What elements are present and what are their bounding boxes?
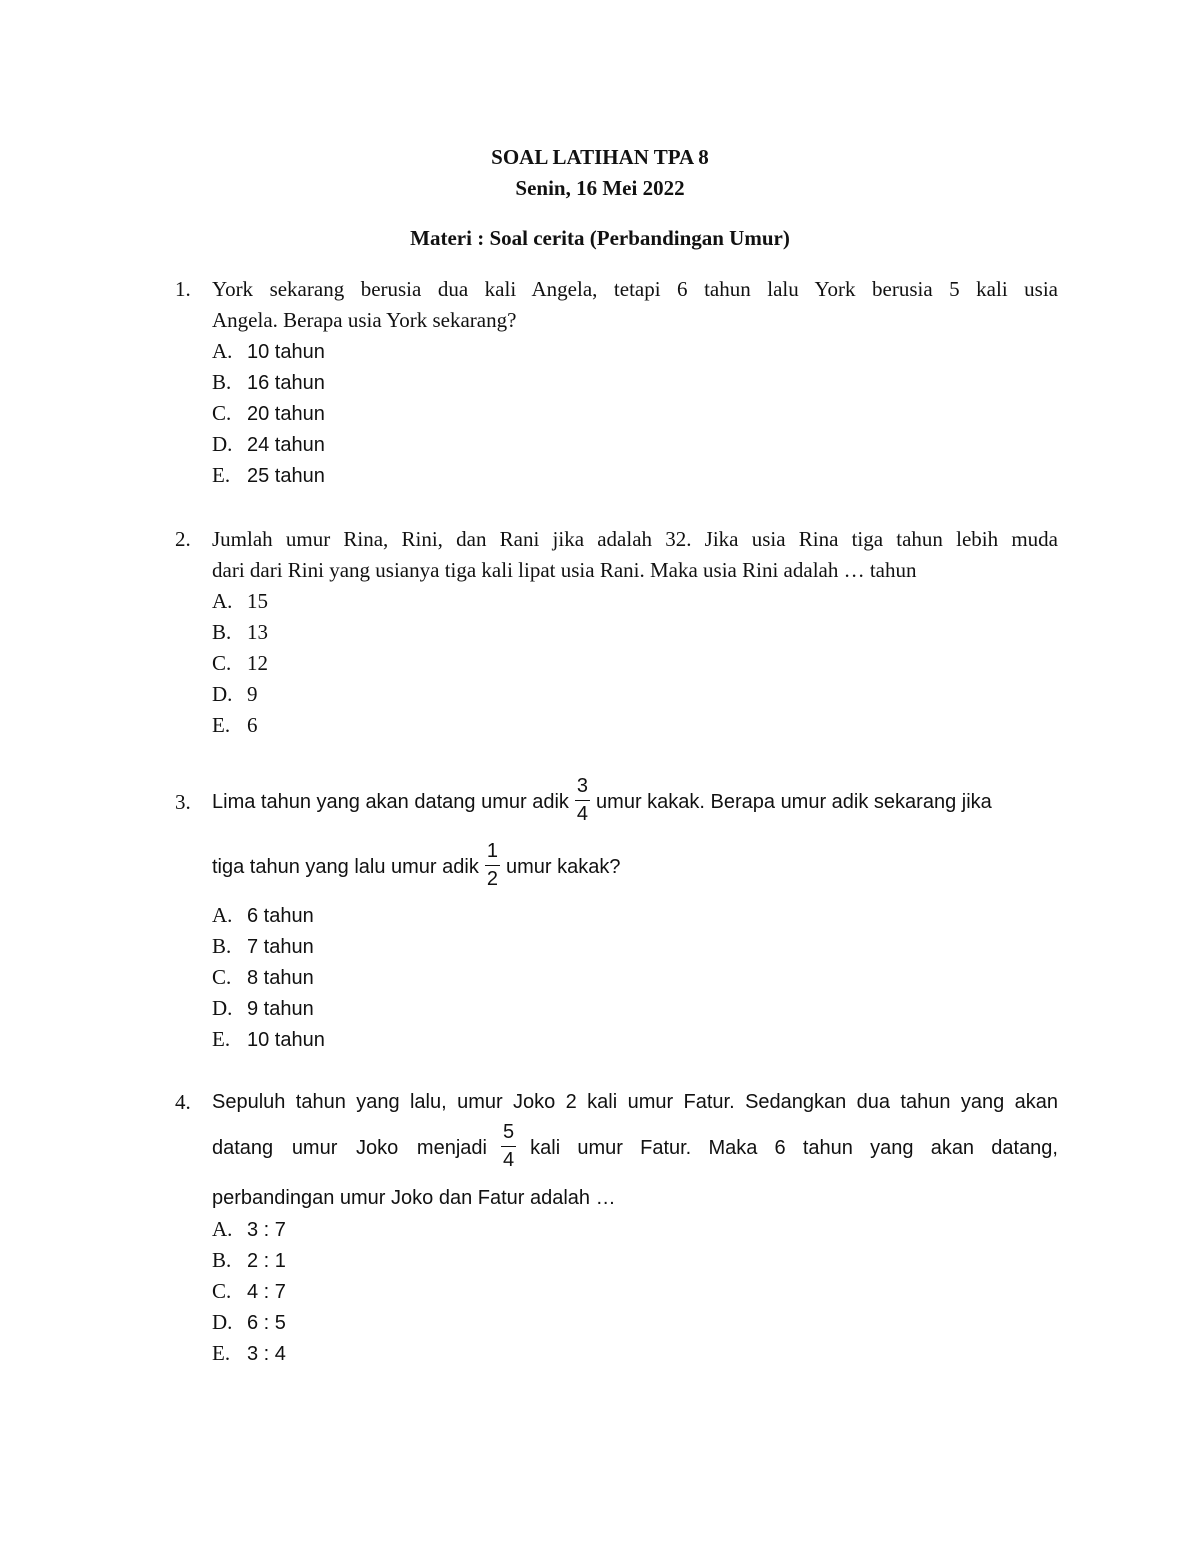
- option-text: 10 tahun: [247, 1029, 325, 1051]
- option-text: 9: [247, 682, 258, 706]
- option-letter: A.: [212, 589, 233, 613]
- option-letter: D.: [212, 1310, 233, 1334]
- fraction: [501, 1121, 516, 1172]
- question-number: 4.: [175, 1090, 191, 1114]
- option-letter: E.: [212, 1341, 231, 1365]
- option-text: 2 : 1: [247, 1250, 286, 1272]
- answer-option: [212, 591, 268, 612]
- option-text: 20 tahun: [247, 403, 325, 425]
- option-letter: C.: [212, 401, 232, 425]
- question-text: umur kakak. Berapa umur adik sekarang jika: [596, 790, 992, 813]
- fraction-denominator: 2: [486, 867, 498, 890]
- option-letter: B.: [212, 1248, 232, 1272]
- option-letter: E.: [212, 463, 231, 487]
- answer-option: [212, 465, 325, 486]
- question-text-line: perbandingan umur Joko dan Fatur adalah …: [212, 1187, 616, 1209]
- option-text: 13: [247, 620, 268, 644]
- answer-option: [212, 998, 314, 1019]
- answer-option: [212, 403, 325, 424]
- question-text: kali umur Fatur. Maka 6 tahun yang akan datang,: [530, 1137, 1058, 1159]
- answer-option: [212, 341, 325, 362]
- answer-option: [212, 905, 314, 926]
- answer-option: [212, 622, 268, 643]
- fraction-denominator: 4: [576, 802, 589, 825]
- answer-option: [212, 372, 325, 393]
- question-text-line: dari dari Rini yang usianya tiga kali lipat usia Rani. Maka usia Rini adalah … tahun: [212, 558, 917, 582]
- question-text-line: [212, 1120, 1058, 1176]
- option-text: 3 : 4: [247, 1343, 286, 1365]
- fraction-denominator: 4: [503, 1148, 515, 1171]
- option-letter: D.: [212, 996, 233, 1020]
- question-text: Lima tahun yang akan datang umur adik: [212, 790, 569, 813]
- option-text: 3 : 7: [247, 1219, 286, 1241]
- answer-option: [212, 967, 314, 988]
- option-text: 16 tahun: [247, 372, 325, 394]
- answer-option: [212, 1312, 286, 1333]
- option-letter: C.: [212, 651, 232, 675]
- document-date: Senin, 16 Mei 2022: [515, 176, 685, 200]
- option-text: 8 tahun: [247, 967, 314, 989]
- option-text: 24 tahun: [247, 434, 325, 456]
- option-text: 7 tahun: [247, 936, 314, 958]
- question-text-line: Angela. Berapa usia York sekarang?: [212, 308, 517, 332]
- fraction-numerator: 3: [575, 775, 590, 801]
- answer-option: [212, 684, 258, 705]
- option-letter: E.: [212, 713, 231, 737]
- answer-option: [212, 715, 258, 736]
- option-letter: D.: [212, 682, 233, 706]
- answer-option: [212, 1281, 286, 1302]
- option-text: 9 tahun: [247, 998, 314, 1020]
- answer-option: [212, 1029, 325, 1050]
- answer-option: [212, 434, 325, 455]
- document-title: SOAL LATIHAN TPA 8: [491, 145, 709, 169]
- question-text-line: [212, 774, 1058, 830]
- option-letter: B.: [212, 934, 232, 958]
- fraction-numerator: 1: [485, 840, 500, 866]
- option-letter: E.: [212, 1027, 231, 1051]
- option-text: 6 : 5: [247, 1312, 286, 1334]
- question-text-line: Jumlah umur Rina, Rini, dan Rani jika adalah 32. Jika usia Rina tiga tahun lebih muda: [212, 527, 1058, 551]
- option-letter: A.: [212, 1217, 233, 1241]
- option-text: 10 tahun: [247, 341, 325, 363]
- option-letter: D.: [212, 432, 233, 456]
- option-text: 12: [247, 651, 268, 675]
- fraction: [485, 840, 500, 891]
- question-text: tiga tahun yang lalu umur adik: [212, 855, 479, 878]
- option-letter: C.: [212, 1279, 232, 1303]
- question-number: 3.: [175, 790, 191, 814]
- question-number: 2.: [175, 527, 191, 551]
- materi-heading: Materi : Soal cerita (Perbandingan Umur): [410, 226, 790, 250]
- fraction: [575, 775, 590, 826]
- option-letter: B.: [212, 620, 232, 644]
- option-text: 15: [247, 589, 268, 613]
- question-text: datang umur Joko menjadi: [212, 1137, 487, 1159]
- option-letter: B.: [212, 370, 232, 394]
- answer-option: [212, 936, 314, 957]
- option-letter: A.: [212, 339, 233, 363]
- question-text-line: [212, 839, 1058, 895]
- option-letter: C.: [212, 965, 232, 989]
- question-number: 1.: [175, 277, 191, 301]
- answer-option: [212, 1250, 286, 1271]
- option-letter: A.: [212, 903, 233, 927]
- option-text: 6: [247, 713, 258, 737]
- question-text: umur kakak?: [505, 855, 621, 878]
- question-text-line: Sepuluh tahun yang lalu, umur Joko 2 kali umur Fatur. Sedangkan dua tahun yang akan: [212, 1091, 1058, 1113]
- answer-option: [212, 1343, 286, 1364]
- answer-option: [212, 1219, 286, 1240]
- option-text: 6 tahun: [247, 905, 314, 927]
- question-text-line: York sekarang berusia dua kali Angela, tetapi 6 tahun lalu York berusia 5 kali usia: [212, 277, 1058, 301]
- fraction-numerator: 5: [501, 1121, 516, 1147]
- option-text: 25 tahun: [247, 465, 325, 487]
- option-text: 4 : 7: [247, 1281, 286, 1303]
- answer-option: [212, 653, 268, 674]
